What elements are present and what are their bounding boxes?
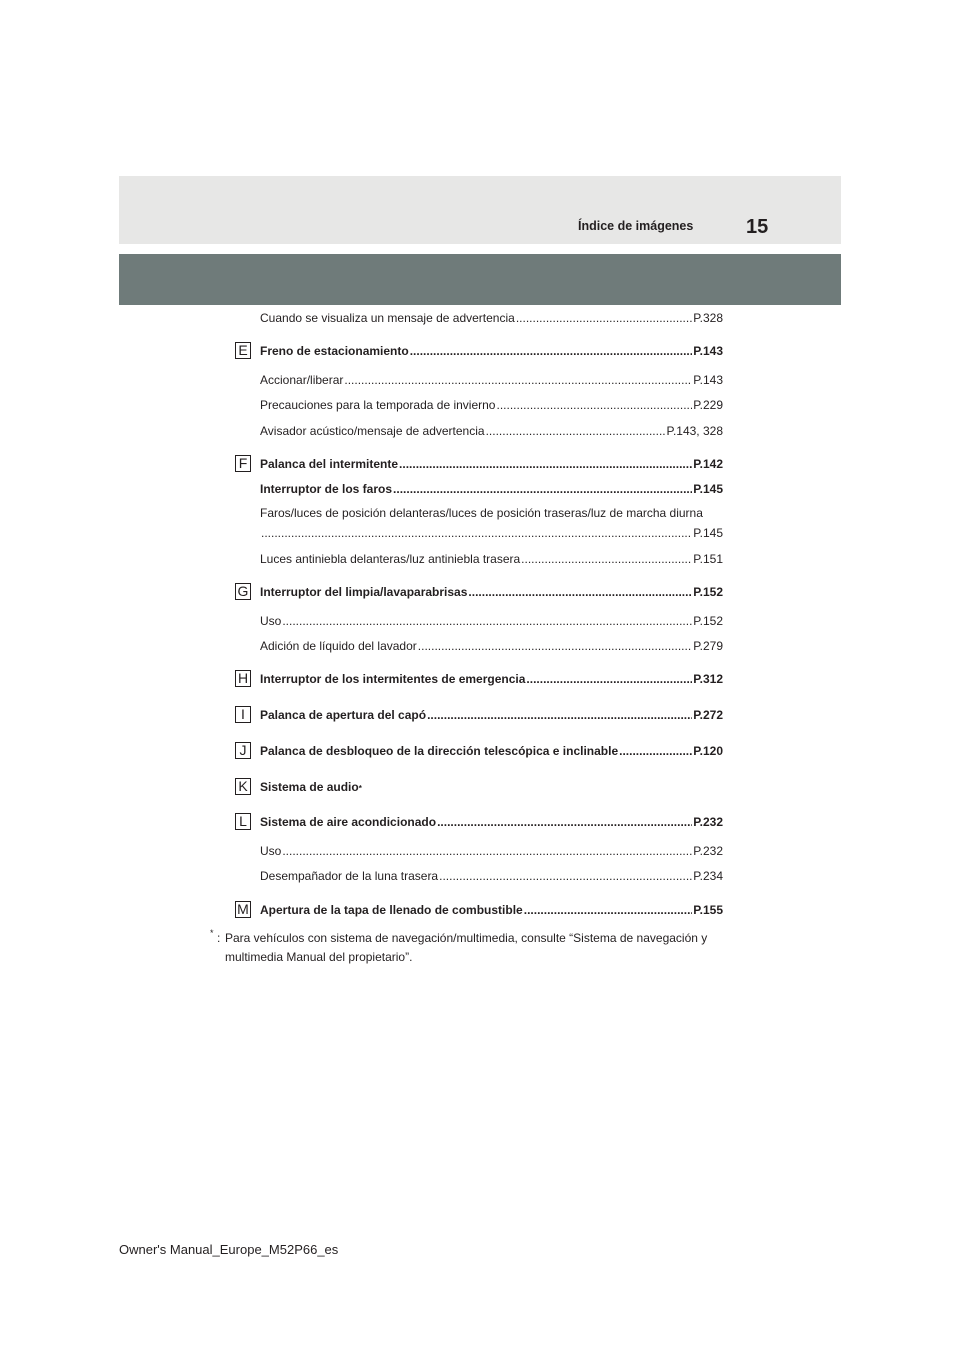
index-entry-main: Apertura de la tapa de llenado de combustible ..... P.155 bbox=[260, 903, 723, 918]
index-entry-wrapped-label: Faros/luces de posición delanteras/luces de posición traseras/luz de marcha diurna bbox=[260, 506, 703, 520]
index-entry: Uso ..... P.152 bbox=[260, 614, 723, 629]
page-ref[interactable]: P.143, 328 bbox=[666, 424, 723, 438]
footnote-text: Para vehículos con sistema de navegación/multimedia, consulte “Sistema de navegación y multimedia Manual del propietario”. bbox=[225, 931, 708, 964]
page-ref[interactable]: P.152 bbox=[693, 585, 723, 599]
index-entry: Avisador acústico/mensaje de advertencia ..... P.143, 328 bbox=[260, 424, 723, 439]
index-entry-main: Palanca de desbloqueo de la dirección telescópica e inclinable ..... P.120 bbox=[260, 744, 723, 759]
index-entry-main: Palanca del intermitente ..... P.142 bbox=[260, 457, 723, 472]
page-number: 15 bbox=[746, 216, 769, 238]
marker-e: E bbox=[235, 342, 251, 359]
page-ref[interactable]: P.143 bbox=[693, 373, 723, 387]
section-title: Índice de imágenes bbox=[578, 219, 694, 233]
marker-g: G bbox=[235, 583, 251, 600]
footnote-symbol: * bbox=[210, 928, 214, 938]
header-bar bbox=[119, 254, 841, 305]
page-ref[interactable]: P.145 bbox=[693, 482, 723, 496]
index-entry-main: Interruptor de los intermitentes de emergencia ..... P.312 bbox=[260, 672, 723, 687]
page-ref[interactable]: P.152 bbox=[693, 614, 723, 628]
footer-manual-id: Owner's Manual_Europe_M52P66_es bbox=[119, 1242, 339, 1257]
index-entry-main: Sistema de aire acondicionado ..... P.232 bbox=[260, 815, 723, 830]
page-ref[interactable]: P.279 bbox=[693, 639, 723, 653]
marker-k: K bbox=[235, 778, 251, 795]
header-band bbox=[119, 176, 841, 244]
page-ref[interactable]: P.155 bbox=[693, 903, 723, 917]
marker-i: I bbox=[235, 706, 251, 723]
page-ref[interactable]: P.272 bbox=[693, 708, 723, 722]
page-ref[interactable]: P.229 bbox=[693, 398, 723, 412]
index-entry-main: Interruptor del limpia/lavaparabrisas ..... P.152 bbox=[260, 585, 723, 600]
marker-m: M bbox=[235, 901, 251, 918]
index-entry: Cuando se visualiza un mensaje de advertencia ..... P.328 bbox=[260, 311, 723, 326]
index-entry: Uso ..... P.232 bbox=[260, 844, 723, 859]
marker-f: F bbox=[235, 455, 251, 472]
index-entry: Accionar/liberar ..... P.143 bbox=[260, 373, 723, 388]
marker-j: J bbox=[235, 742, 251, 759]
page-ref[interactable]: P.232 bbox=[693, 815, 723, 829]
index-entry-main: Sistema de audio * bbox=[260, 780, 362, 794]
index-entry-continuation bbox=[260, 526, 723, 541]
footnote-colon: : bbox=[217, 931, 221, 945]
page-ref[interactable]: P.142 bbox=[693, 457, 723, 471]
index-entry-main: Palanca de apertura del capó ..... P.272 bbox=[260, 708, 723, 723]
page-ref[interactable]: P.232 bbox=[693, 844, 723, 858]
page-ref[interactable]: P.328 bbox=[693, 311, 723, 325]
page-ref[interactable]: P.143 bbox=[693, 344, 723, 358]
marker-h: H bbox=[235, 670, 251, 687]
footnote bbox=[210, 929, 750, 967]
page-ref[interactable]: P.234 bbox=[693, 869, 723, 883]
marker-l: L bbox=[235, 813, 251, 830]
index-entry: Precauciones para la temporada de invierno ..... P.229 bbox=[260, 398, 723, 413]
page-ref[interactable]: P.145 bbox=[693, 526, 723, 540]
index-entry-main: Freno de estacionamiento ..... P.143 bbox=[260, 344, 723, 359]
page-ref[interactable]: P.151 bbox=[693, 552, 723, 566]
index-entry: Luces antiniebla delanteras/luz antiniebla trasera ..... P.151 bbox=[260, 552, 723, 567]
page-ref[interactable]: P.120 bbox=[693, 744, 723, 758]
page-ref[interactable]: P.312 bbox=[693, 672, 723, 686]
index-entry: Adición de líquido del lavador ..... P.279 bbox=[260, 639, 723, 654]
index-entry: Desempañador de la luna trasera ..... P.234 bbox=[260, 869, 723, 884]
index-entry-main: Interruptor de los faros ..... P.145 bbox=[260, 482, 723, 497]
